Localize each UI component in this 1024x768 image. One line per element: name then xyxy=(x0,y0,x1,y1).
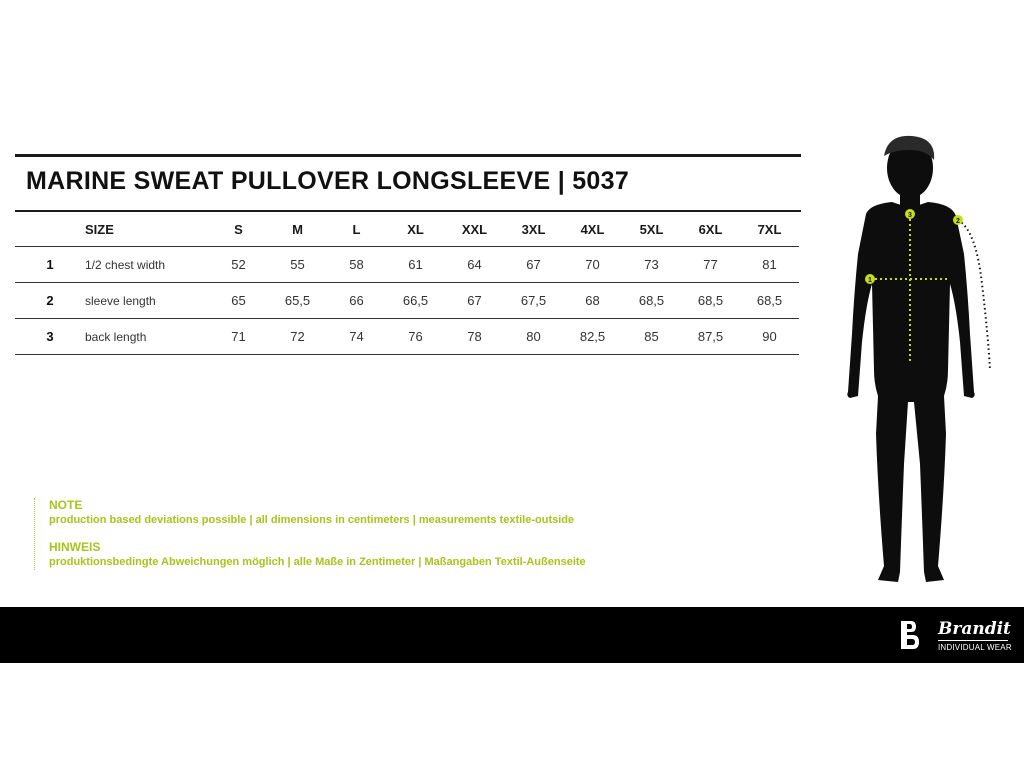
note-text-en: production based deviations possible | all dimensions in centimeters | measurements textile-outside xyxy=(49,514,575,526)
row-number: 2 xyxy=(15,283,85,319)
size-column-header: 3XL xyxy=(504,212,563,247)
table-cell: 52 xyxy=(209,247,268,283)
table-cell: 55 xyxy=(268,247,327,283)
table-cell: 82,5 xyxy=(563,319,622,355)
page-title: MARINE SWEAT PULLOVER LONGSLEEVE | 5037 xyxy=(26,167,630,195)
table-cell: 90 xyxy=(740,319,799,355)
table-row xyxy=(15,283,799,319)
row-label: sleeve length xyxy=(85,283,209,319)
footer-bar xyxy=(0,607,1024,663)
table-header-row xyxy=(15,212,799,247)
body-silhouette xyxy=(847,136,974,582)
size-header: SIZE xyxy=(85,212,209,247)
table-cell: 68,5 xyxy=(622,283,681,319)
svg-text:1: 1 xyxy=(868,277,872,284)
table-cell: 65,5 xyxy=(268,283,327,319)
top-rule xyxy=(15,154,801,157)
size-column-header: 7XL xyxy=(740,212,799,247)
brand-name: Brandit xyxy=(938,619,1011,639)
note-title-de: HINWEIS xyxy=(49,540,101,554)
size-chart-table xyxy=(15,212,799,355)
table-cell: 66,5 xyxy=(386,283,445,319)
table-cell: 68,5 xyxy=(681,283,740,319)
svg-text:3: 3 xyxy=(908,212,912,219)
size-column-header: 4XL xyxy=(563,212,622,247)
body-measurement-figure xyxy=(826,134,1018,586)
table-cell: 66 xyxy=(327,283,386,319)
table-cell: 68 xyxy=(563,283,622,319)
table-cell: 68,5 xyxy=(740,283,799,319)
size-column-header: XL xyxy=(386,212,445,247)
table-cell: 87,5 xyxy=(681,319,740,355)
table-cell: 76 xyxy=(386,319,445,355)
note-title-en: NOTE xyxy=(49,498,83,512)
table-row xyxy=(15,319,799,355)
row-number: 3 xyxy=(15,319,85,355)
table-cell: 65 xyxy=(209,283,268,319)
size-column-header: S xyxy=(209,212,268,247)
table-cell: 81 xyxy=(740,247,799,283)
table-cell: 80 xyxy=(504,319,563,355)
row-label: back length xyxy=(85,319,209,355)
table-cell: 67 xyxy=(445,283,504,319)
table-cell: 72 xyxy=(268,319,327,355)
brand-logo-icon xyxy=(899,619,921,653)
size-column-header: L xyxy=(327,212,386,247)
table-cell: 64 xyxy=(445,247,504,283)
row-number: 1 xyxy=(15,247,85,283)
table-cell: 77 xyxy=(681,247,740,283)
brand-subtitle: INDIVIDUAL WEAR xyxy=(938,640,1008,652)
table-cell: 71 xyxy=(209,319,268,355)
table-cell: 61 xyxy=(386,247,445,283)
table-cell: 73 xyxy=(622,247,681,283)
table-cell: 85 xyxy=(622,319,681,355)
table-cell: 74 xyxy=(327,319,386,355)
table-cell: 70 xyxy=(563,247,622,283)
table-cell: 67 xyxy=(504,247,563,283)
measurement-note xyxy=(34,498,586,570)
marker-back xyxy=(905,209,915,219)
size-column-header: 6XL xyxy=(681,212,740,247)
size-column-header: 5XL xyxy=(622,212,681,247)
marker-sleeve xyxy=(953,215,963,225)
row-label: 1/2 chest width xyxy=(85,247,209,283)
marker-chest xyxy=(865,274,875,284)
size-column-header: M xyxy=(268,212,327,247)
table-row xyxy=(15,247,799,283)
table-cell: 58 xyxy=(327,247,386,283)
note-text-de: produktionsbedingte Abweichungen möglich | alle Maße in Zentimeter | Maßangaben Textil-Außenseite xyxy=(49,556,586,568)
table-cell: 67,5 xyxy=(504,283,563,319)
header-number-cell xyxy=(15,212,85,247)
table-cell: 78 xyxy=(445,319,504,355)
size-column-header: XXL xyxy=(445,212,504,247)
svg-text:2: 2 xyxy=(956,218,960,225)
